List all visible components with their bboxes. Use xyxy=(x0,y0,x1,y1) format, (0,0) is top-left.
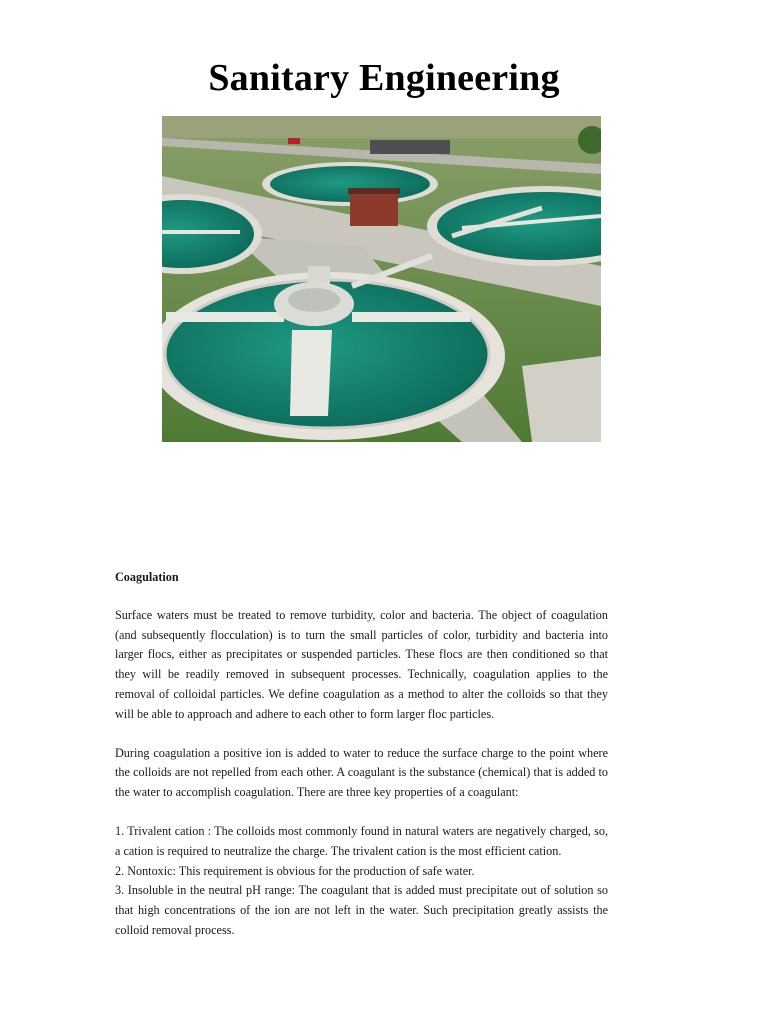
list-item: 2. Nontoxic: This requirement is obvious for the production of safe water. xyxy=(115,863,475,878)
section-heading: Coagulation xyxy=(115,570,179,584)
paragraph: Surface waters must be treated to remove turbidity, color and bacteria. The object of coagulation (and subsequently flocculation) is to turn the small particles of color, turbidity and bacteria into larger flocs, either as precipitates or suspended particles. These flocs are then conditioned so that they will be readily removed in subsequent processes. Technically, coagulation applies to the removal of colloidal particles. We define coagulation as a method to alter the colloids so that they will be able to approach and adhere to each other to form larger floc particles. xyxy=(115,607,608,721)
page-title: Sanitary Engineering xyxy=(208,57,560,99)
treatment-plant-photo xyxy=(162,116,601,442)
paragraph: During coagulation a positive ion is added to water to reduce the surface charge to the point where the colloids are not repelled from each other. A coagulant is the substance (chemical) that is added to the water to accomplish coagulation. There are three key properties of a coagulant: xyxy=(115,745,608,800)
list-item: 1. Trivalent cation : The colloids most commonly found in natural waters are negatively charged, so, a cation is required to neutralize the charge. The trivalent cation is the most efficient cation. xyxy=(115,823,608,858)
coagulation-section xyxy=(115,568,608,941)
list-item: 3. Insoluble in the neutral pH range: The coagulant that is added must precipitate out of solution so that high concentrations of the ion are not left in the water. Such precipitation greatly assists the colloid removal process. xyxy=(115,883,608,937)
